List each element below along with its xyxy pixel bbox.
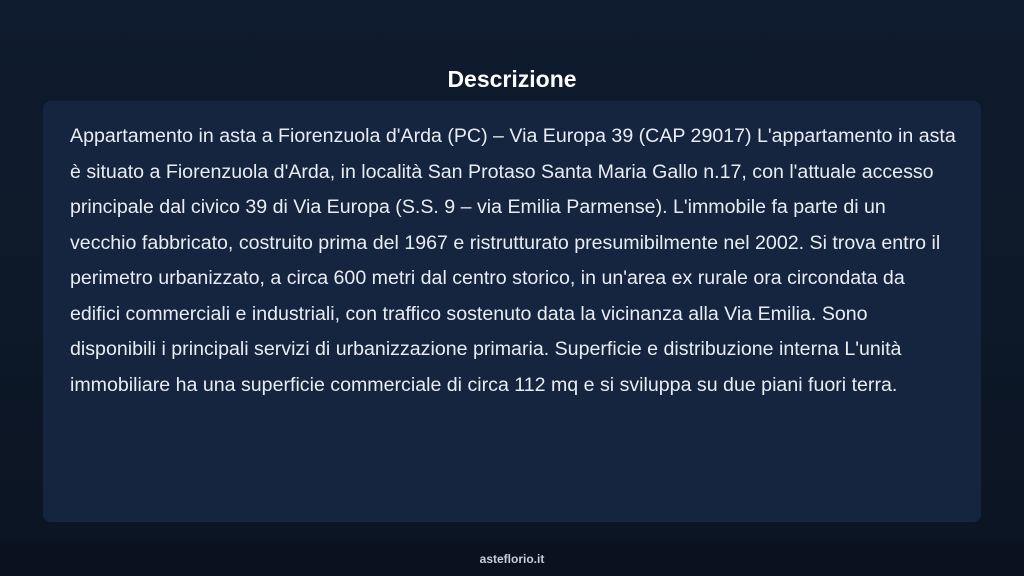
page-title: Descrizione	[447, 66, 577, 93]
description-text: Appartamento in asta a Fiorenzuola d'Arda (PC) – Via Europa 39 (CAP 29017) L'appartamento in asta è situato a Fiorenzuola d'Arda, in località San Protaso Santa Maria Gallo n.17, con l'attuale accesso principale dal civico 39 di Via Europa (S.S. 9 – via Emilia Parmense). L'immobile fa parte di un vecchio fabbricato, costruito prima del 1967 e ristrutturato presumibilmente nel 2002. Si trova entro il perimetro urbanizzato, a circa 600 metri dal centro storico, in un'area ex rurale ora circondata da edifici commerciali e industriali, con traffico sostenuto data la vicinanza alla Via Emilia. Sono disponibili i principali servizi di urbanizzazione primaria. Superficie e distribuzione interna L'unità immobiliare ha una superficie commerciale di circa 112 mq e si sviluppa su due piani fuori terra.	[70, 125, 956, 396]
description-card	[43, 101, 981, 522]
footer-site-name: asteflorio.it	[479, 552, 545, 566]
